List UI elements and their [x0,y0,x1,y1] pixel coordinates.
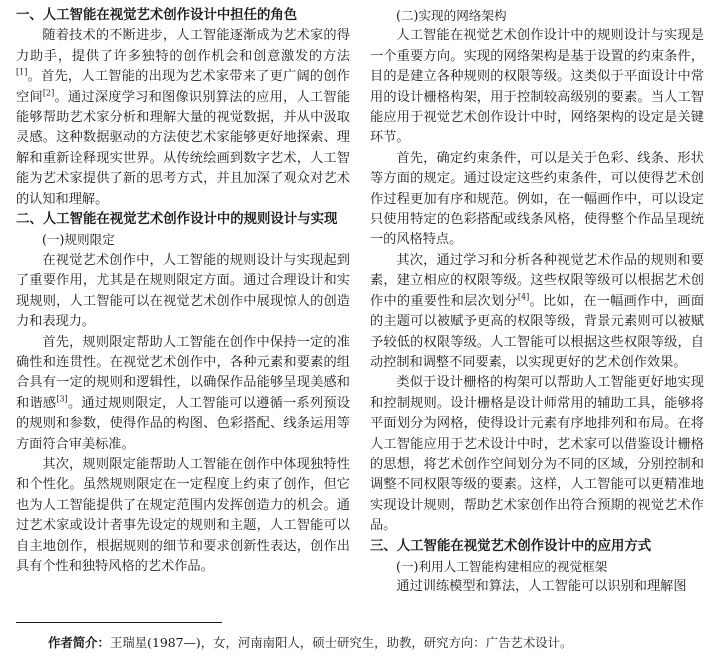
paragraph-7-text-b: 。比如，在一幅画作中，画面的主题可以被赋予更高的权限等级，背景元素则可以被赋予较低的权限等级。人工智能可以根据这些权限等级，自动控制和调整不同要素，以实现更好的艺术创作效果。 [370,293,705,370]
citation-2: [2] [42,88,55,98]
citation-1: [1] [16,67,28,77]
citation-3: [3] [56,394,68,404]
paragraph-7 [370,251,704,373]
footnote-text: 王瑞星(1987—)，女，河南南阳人，硕士研究生，助教，研究方向：广告艺术设计。 [109,635,573,650]
paragraph-1-text-b: 。首先，人工智能的出现为艺术家带来了更广阔的创作空间 [16,69,350,105]
paragraph-1 [16,26,350,210]
paragraph-1-text-a: 随着技术的不断进步，人工智能逐渐成为艺术家的得力助手，提供了许多独特的创作机会和创意激发的方法 [16,28,350,64]
paragraph-5: 人工智能在视觉艺术创作设计中的规则设计与实现是一个重要方向。实现的网络架构是基于设置的约束条件，目的是建立各种规则的权限等级。这类似于平面设计中常用的设计栅格构架，用于控制较高级别的要素。当人工智能应用于视觉艺术创作设计中时，网络架构的设定是关键环节。 [370,28,704,146]
subsection-heading-rule-limits: (一)规则限定 [42,232,115,248]
paragraph-1-text-c: 。通过深度学习和图像识别算法的应用，人工智能能够帮助艺术家分析和理解大量的视觉数据，并从中汲取灵感。这种数据驱动的方法使艺术家能够更好地探索、理解和重新诠释现实世界。从传统绘画到数字艺术，人工智能为艺术家提供了新的思考方式，并且加深了观众对艺术的认知和理解。 [16,89,351,207]
subsection-heading-visual-framework: (一)利用人工智能构建相应的视觉框架 [396,558,608,574]
right-column [370,6,704,598]
footnote-label: 作者简介： [48,635,110,650]
citation-4: [4] [517,292,530,302]
section-heading-3: 三、人工智能在视觉艺术创作设计中的应用方式 [370,538,652,554]
paragraph-6: 首先，确定约束条件，可以是关于色彩、线条、形状等方面的规定。通过设定这些约束条件，可以使得艺术创作过程更加有序和规范。例如，在一幅画作中，可以设定只使用特定的色彩搭配或线条风格，使得整个作品呈现统一的风格特点。 [370,150,704,248]
subsection-heading-network: (二)实现的网络架构 [396,8,507,23]
footnote-divider [16,622,222,623]
paragraph-7-text-a: 其次，通过学习和分析各种视觉艺术作品的规则和要素，建立相应的权限等级。这些权限等级可以根据艺术创作中的重要性和层次划分 [370,252,704,309]
section-heading-1: 一、人工智能在视觉艺术创作设计中担任的角色 [16,8,298,23]
section-heading-2: 二、人工智能在视觉艺术创作设计中的规则设计与实现 [16,212,338,228]
paragraph-9: 通过训练模型和算法，人工智能可以识别和理解图 [396,579,687,595]
paragraph-2: 在视觉艺术创作中，人工智能的规则设计与实现起到了重要作用，尤其是在规则限定方面。通过合理设计和实现规则，人工智能可以在视觉艺术创作中展现惊人的创造力和表现力。 [16,252,350,330]
paragraph-3 [16,333,350,455]
paragraph-4: 其次，规则限定能帮助人工智能在创作中体现独特性和个性化。虽然规则限定在一定程度上约束了创作，但它也为人工智能提供了在规定范围内发挥创造力的机会。通过艺术家或设计者事先设定的规则和主题，人工智能可以自主地创作，根据规则的细节和要求创新性表达，创作出具有个性和独特风格的艺术作品。 [16,456,350,574]
paragraph-8: 类似于设计栅格的构架可以帮助人工智能更好地实现和控制规则。设计栅格是设计师常用的辅助工具，能够将平面划分为网格，使得设计元素有序地排列和布局。在将人工智能应用于艺术设计中时，艺术家可以借鉴设计栅格的思想，将艺术创作空间划分为不同的区域，分别控制和调整不同权限等级的要素。这样，人工智能可以更精准地实现设计规则，帮助艺术家创作出符合预期的视觉艺术作品。 [370,375,704,534]
paragraph-3-text-b: 。通过规则限定，人工智能可以遵循一系列预设的规则和参数，使得作品的构图、色彩搭配、线条运用等方面符合审美标准。 [16,395,351,452]
left-column [16,6,350,577]
author-footnote [48,634,708,652]
paragraph-3-text-a: 首先，规则限定帮助人工智能在创作中保持一定的准确性和连贯性。在视觉艺术创作中，各种元素和要素的组合具有一定的规则和逻辑性，以确保作品能够呈现美感和和谐感 [16,334,350,411]
